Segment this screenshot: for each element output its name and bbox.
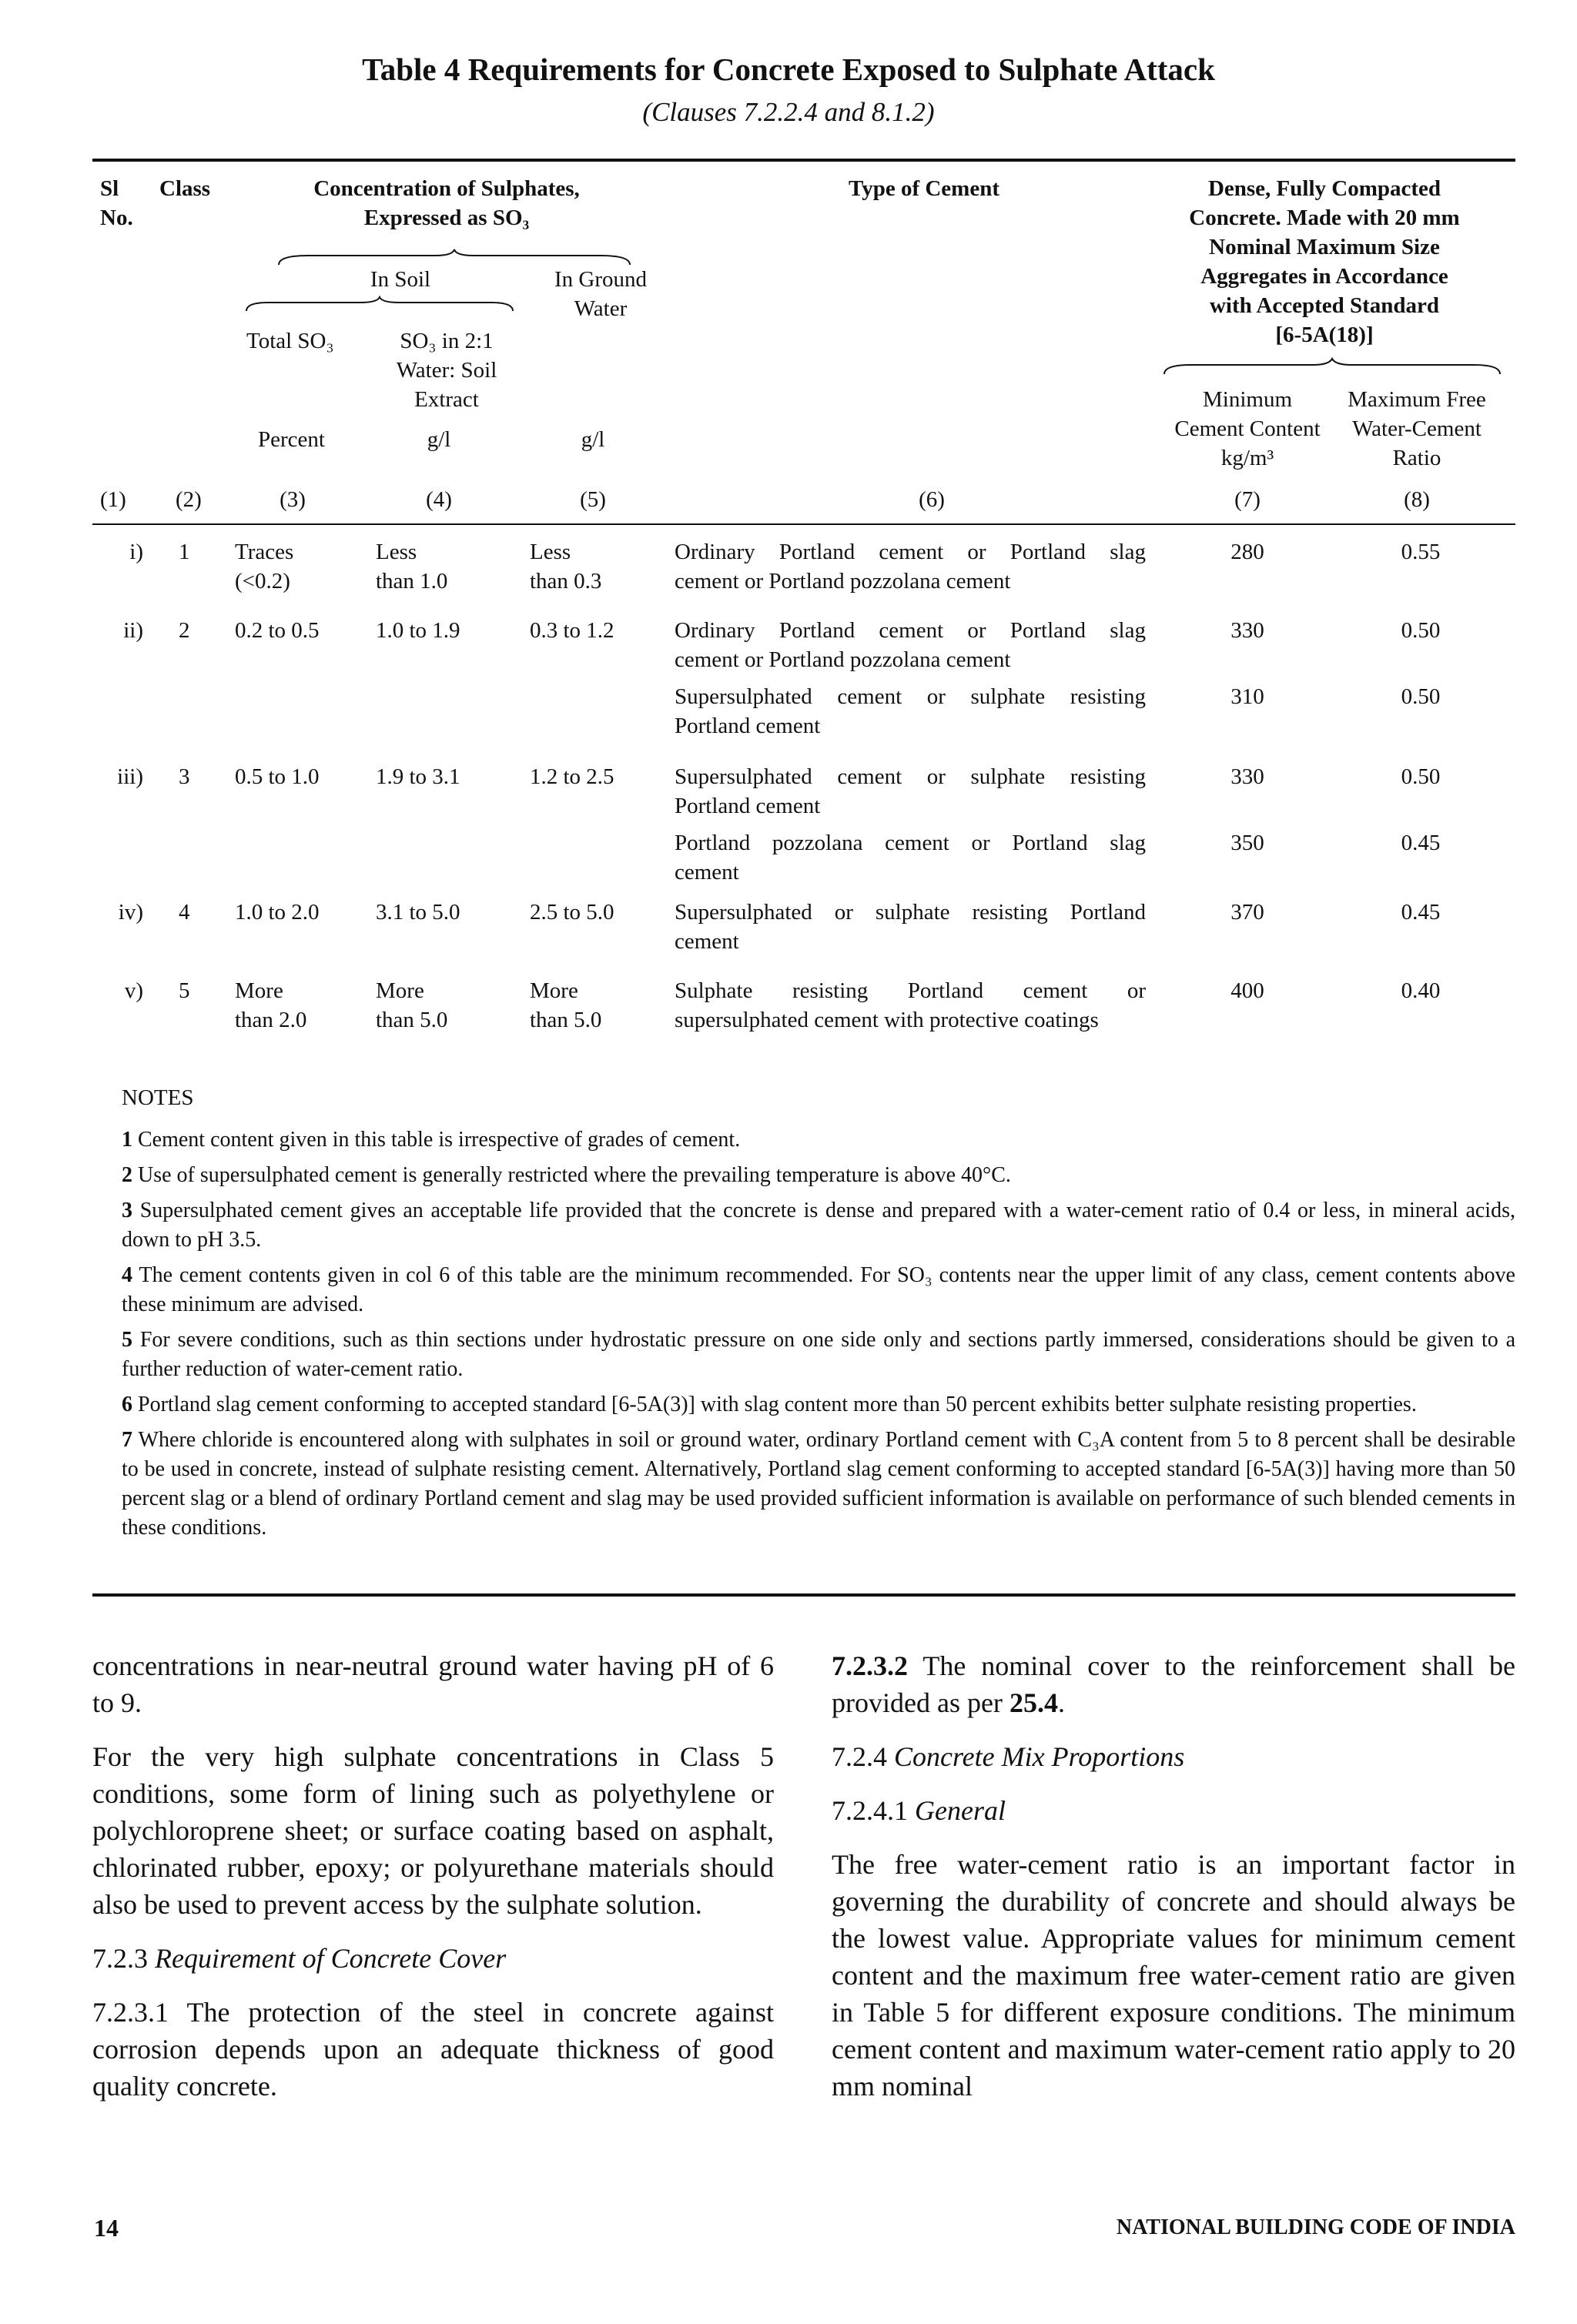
header-type-of-cement: Type of Cement (849, 176, 999, 201)
header-total-so3: Total SO₃ (246, 329, 334, 353)
max-wc-ratio: 0.50 (1401, 618, 1441, 643)
header-unit-gl-extract: g/l (427, 427, 451, 452)
header-dense-concrete: Dense, Fully Compacted Concrete. Made with 20 mm Nominal Maximum Size Aggregates in Accordance with Accepted Standard [6-5A(18)] (1189, 176, 1460, 347)
header-sl-no: Sl No. (100, 176, 133, 230)
col-num-4: (4) (426, 487, 452, 512)
row-so3-extract: More than 5.0 (376, 978, 448, 1032)
row-sl: iv) (118, 900, 143, 925)
col-num-2: (2) (176, 487, 202, 512)
header-min-cement: Minimum Cement Content kg/m³ (1174, 387, 1321, 470)
cement-type: Supersulphated cement or sulphate resisting Portland cement (675, 764, 1146, 818)
min-cement: 400 (1230, 978, 1264, 1003)
cement-type: Ordinary Portland cement or Portland slag cement or Portland pozzolana cement (675, 540, 1146, 594)
row-so3-extract: 1.9 to 3.1 (376, 764, 460, 789)
row-ground-water: Less than 0.3 (530, 540, 602, 594)
cement-type: Portland pozzolana cement or Portland slag cement (675, 831, 1146, 884)
col-num-3: (3) (280, 487, 306, 512)
row-sl: ii) (123, 618, 143, 643)
row-class: 3 (179, 764, 190, 789)
row-class: 1 (179, 540, 190, 564)
header-in-ground-water: In Ground Water (554, 267, 647, 321)
header-so3-extract: SO₃ in 2:1 Water: Soil Extract (396, 329, 497, 412)
row-total-so3: 1.0 to 2.0 (235, 900, 320, 925)
row-ground-water: More than 5.0 (530, 978, 602, 1032)
header-class: Class (159, 176, 211, 201)
table-clauses (0, 97, 1577, 128)
notes-list (122, 1125, 1515, 1549)
max-wc-ratio: 0.40 (1401, 978, 1441, 1003)
table-top-rule (92, 159, 1515, 162)
para-7-2-3-1: 7.2.3.1 The protection of the steel in concrete against corrosion depends upon an adequate thickness of good quality concrete. (92, 1997, 774, 2102)
row-total-so3: 0.5 to 1.0 (235, 764, 320, 789)
row-sl: i) (129, 540, 143, 564)
para-general: The free water-cement ratio is an important factor in governing the durability of concrete and should always be the lowest value. Appropriate values for minimum cement content and the maximum free water-cement ratio are given in Table 5 for different exposure conditions. The minimum cement content and maximum water-cement ratio apply to 20 mm nominal (832, 1849, 1515, 2102)
brace-dense (1163, 357, 1502, 376)
col-num-6: (6) (919, 487, 945, 512)
note-7: 7 Where chloride is encountered along with sulphates in soil or ground water, ordinary Portland cement with C₃A content from 5 to 8 percent shall be desirable to be used in concrete, instead of sulphate resisting cement. Alternatively, Portland slag cement conforming to accepted standard [6-5A(3)] having more than 50 percent slag or a blend of ordinary Portland cement and slag may be used provided sufficient information is available on performance of such blended cements in these conditions. (122, 1428, 1515, 1540)
page-number: 14 (94, 2214, 119, 2242)
min-cement: 350 (1230, 831, 1264, 855)
row-ground-water: 1.2 to 2.5 (530, 764, 614, 789)
row-total-so3: More than 2.0 (235, 978, 307, 1032)
table-title: Table 4 Requirements for Concrete Exposed to Sulphate Attack (362, 52, 1215, 87)
header-concentration: Concentration of Sulphates, Expressed as SO₃ (313, 176, 580, 230)
col-num-7: (7) (1234, 487, 1261, 512)
heading-7-2-3: 7.2.3 Requirement of Concrete Cover (92, 1943, 507, 1974)
min-cement: 280 (1230, 540, 1264, 564)
right-column (832, 1647, 1515, 2122)
left-column (92, 1647, 774, 2122)
cement-type: Ordinary Portland cement or Portland slag cement or Portland pozzolana cement (675, 618, 1146, 672)
col-num-5: (5) (580, 487, 606, 512)
cement-type: Supersulphated or sulphate resisting Portland cement (675, 900, 1146, 954)
brace-in-soil (245, 296, 514, 313)
row-so3-extract: 3.1 to 5.0 (376, 900, 460, 925)
min-cement: 310 (1230, 684, 1264, 709)
row-total-so3: 0.2 to 0.5 (235, 618, 320, 643)
clauses-text: (Clauses 7.2.2.4 and 8.1.2) (642, 97, 935, 127)
heading-7-2-4-1: 7.2.4.1 General (832, 1795, 1006, 1826)
row-so3-extract: 1.0 to 1.9 (376, 618, 460, 643)
para-class-5: For the very high sulphate concentrations in Class 5 conditions, some form of lining such as polyethylene or polychloroprene sheet; or surface coating based on asphalt, chlorinated rubber, epoxy; or polyurethane materials should also be used to prevent access by the sulphate solution. (92, 1741, 774, 1920)
note-3: 3 Supersulphated cement gives an acceptable life provided that the concrete is dense and prepared with a water-cement ratio of 0.4 or less, in mineral acids, down to pH 3.5. (122, 1199, 1515, 1252)
notes-heading: NOTES (122, 1085, 194, 1110)
row-so3-extract: Less than 1.0 (376, 540, 448, 594)
row-class: 4 (179, 900, 190, 925)
note-4: 4 The cement contents given in col 6 of this table are the minimum recommended. For SO₃ contents near the upper limit of any class, cement contents above these minimum are advised. (122, 1263, 1515, 1316)
header-unit-gl-water: g/l (581, 427, 605, 452)
para-7-2-3-2: 7.2.3.2 The nominal cover to the reinforcement shall be provided as per 25.4. (832, 1650, 1515, 1718)
header-max-wc: Maximum Free Water-Cement Ratio (1348, 387, 1486, 470)
cement-type: Sulphate resisting Portland cement or supersulphated cement with protective coatings (675, 978, 1146, 1032)
row-ground-water: 2.5 to 5.0 (530, 900, 614, 925)
header-in-soil: In Soil (370, 267, 431, 292)
note-2: 2 Use of supersulphated cement is generally restricted where the prevailing temperature is above 40°C. (122, 1163, 1011, 1187)
note-5: 5 For severe conditions, such as thin sections under hydrostatic pressure on one side only and sections partly immersed, considerations should be given to a further reduction of water-cement ratio. (122, 1328, 1515, 1381)
max-wc-ratio: 0.45 (1401, 900, 1441, 925)
table-bottom-rule (92, 1593, 1515, 1597)
row-total-so3: Traces (<0.2) (235, 540, 294, 594)
table-header-rule (92, 523, 1515, 525)
min-cement: 370 (1230, 900, 1264, 925)
note-1: 1 Cement content given in this table is irrespective of grades of cement. (122, 1128, 741, 1152)
min-cement: 330 (1230, 618, 1264, 643)
cement-type: Supersulphated cement or sulphate resisting Portland cement (675, 684, 1146, 738)
max-wc-ratio: 0.50 (1401, 764, 1441, 789)
col-num-1: (1) (100, 487, 126, 512)
header-unit-percent: Percent (258, 427, 325, 452)
row-class: 5 (179, 978, 190, 1003)
brace-concentration (277, 248, 631, 266)
min-cement: 330 (1230, 764, 1264, 789)
max-wc-ratio: 0.45 (1401, 831, 1441, 855)
row-sl: iii) (117, 764, 143, 789)
max-wc-ratio: 0.55 (1401, 540, 1441, 564)
max-wc-ratio: 0.50 (1401, 684, 1441, 709)
note-6: 6 Portland slag cement conforming to accepted standard [6-5A(3)] with slag content more than 50 percent exhibits better sulphate resisting properties. (122, 1393, 1417, 1416)
heading-7-2-4: 7.2.4 Concrete Mix Proportions (832, 1741, 1185, 1772)
para-concentrations: concentrations in near-neutral ground water having pH of 6 to 9. (92, 1650, 774, 1718)
publication-name: NATIONAL BUILDING CODE OF INDIA (1116, 2215, 1515, 2239)
row-sl: v) (124, 978, 143, 1003)
col-num-8: (8) (1404, 487, 1430, 512)
row-ground-water: 0.3 to 1.2 (530, 618, 614, 643)
row-class: 2 (179, 618, 190, 643)
